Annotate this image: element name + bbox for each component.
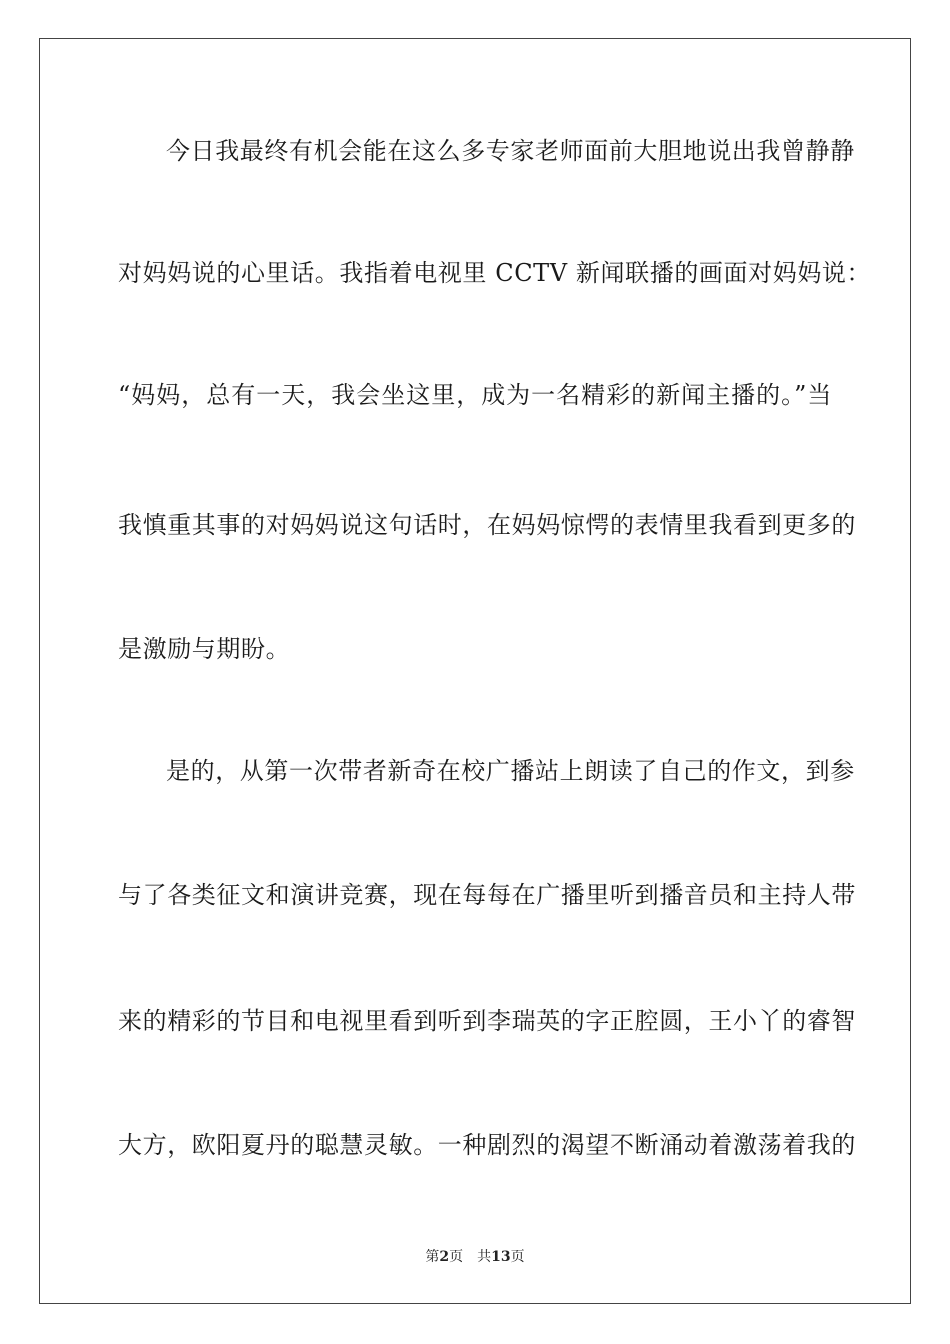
paragraph-2-line-2: 与了各类征文和演讲竞赛，现在每每在广播里听到播音员和主持人带 bbox=[118, 881, 856, 909]
total-suffix: 页 bbox=[510, 1249, 525, 1265]
page-total: 13 bbox=[491, 1249, 511, 1265]
paragraph-2-line-3: 来的精彩的节目和电视里看到听到李瑞英的字正腔圆，王小丫的睿智 bbox=[118, 1007, 856, 1035]
page-frame bbox=[39, 38, 911, 1304]
page-prefix: 第 bbox=[425, 1249, 440, 1265]
page-current: 2 bbox=[439, 1249, 450, 1265]
paragraph-2-line-4: 大方，欧阳夏丹的聪慧灵敏。一种剧烈的渴望不断涌动着激荡着我的 bbox=[118, 1131, 856, 1159]
paragraph-1-line-2: 对妈妈说的心里话。我指着电视里 CCTV 新闻联播的画面对妈妈说： bbox=[118, 259, 872, 287]
paragraph-1-line-4: 我慎重其事的对妈妈说这句话时，在妈妈惊愕的表情里我看到更多的 bbox=[118, 511, 856, 539]
paragraph-1-line-1: 今日我最终有机会能在这么多专家老师面前大胆地说出我曾静静 bbox=[166, 137, 855, 165]
paragraph-1-line-5: 是激励与期盼。 bbox=[118, 635, 291, 663]
page-footer bbox=[0, 1248, 950, 1266]
total-prefix: 共 bbox=[477, 1249, 492, 1265]
paragraph-1-line-3: “妈妈，总有一天，我会坐这里，成为一名精彩的新闻主播的。”当 bbox=[118, 381, 832, 409]
paragraph-2-line-1: 是的，从第一次带者新奇在校广播站上朗读了自己的作文，到参 bbox=[166, 757, 855, 785]
page-suffix: 页 bbox=[449, 1249, 464, 1265]
